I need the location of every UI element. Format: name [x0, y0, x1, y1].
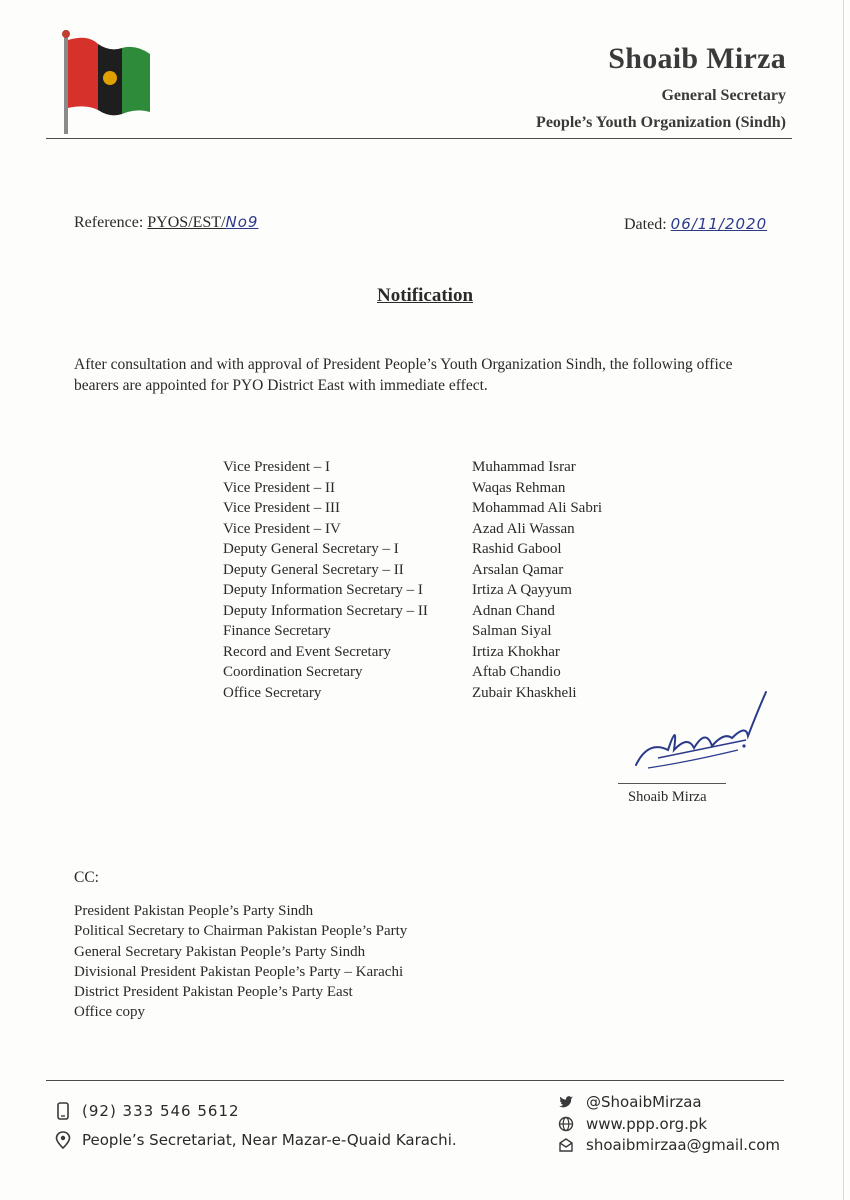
reference-number-handwritten: No9 — [225, 213, 259, 231]
flag-pole-top — [62, 30, 70, 38]
twitter-handle[interactable]: @ShoaibMirzaa — [586, 1093, 702, 1111]
footer-address — [54, 1131, 457, 1149]
cc-recipient: General Secretary Pakistan People’s Party Sindh — [74, 943, 366, 960]
globe-icon — [558, 1116, 574, 1132]
letterhead-position: General Secretary — [661, 87, 786, 104]
page-edge — [843, 0, 844, 1200]
reference-line — [74, 213, 258, 232]
address-text: People’s Secretariat, Near Mazar-e-Quaid Karachi. — [82, 1131, 457, 1149]
email-address[interactable]: shoaibmirzaa@gmail.com — [586, 1136, 781, 1154]
cc-recipient: Office copy — [74, 1004, 145, 1021]
appointee-name: Mohammad Ali Sabri — [472, 500, 602, 516]
appointee-name: Irtiza A Qayyum — [472, 582, 572, 598]
twitter-icon — [558, 1094, 574, 1110]
flag-pole — [64, 30, 68, 134]
dated-label: Dated: — [624, 216, 667, 233]
dated-line — [624, 215, 767, 234]
location-pin-icon — [54, 1131, 72, 1149]
role-item: Vice President – IV — [223, 520, 341, 537]
phone-icon — [54, 1102, 72, 1120]
appointee-name: Irtiza Khokhar — [472, 643, 560, 660]
reference-code: PYOS/EST/ — [147, 214, 226, 231]
appointment-roles — [223, 457, 428, 703]
flag-emblem — [103, 71, 117, 85]
cc-recipients — [74, 901, 407, 1023]
appointee-name: Waqas Rehman — [472, 479, 566, 496]
letterhead-organization: People’s Youth Organization (Sindh) — [536, 114, 786, 131]
role-item: Deputy Information Secretary – II — [223, 602, 428, 619]
footer-email — [558, 1136, 780, 1154]
appointee-name: Adnan Chand — [472, 602, 555, 619]
signature-line — [618, 783, 726, 784]
reference-label: Reference: — [74, 214, 144, 231]
party-flag-logo — [58, 30, 158, 134]
phone-number: (92) 333 546 5612 — [82, 1102, 240, 1120]
cc-recipient: District President Pakistan People’s Party East — [74, 984, 353, 1001]
cc-label: CC: — [74, 869, 99, 886]
handwritten-signature — [628, 680, 778, 780]
appointee-name: Aftab Chandio — [472, 664, 561, 680]
footer-divider — [46, 1080, 784, 1081]
footer-phone — [54, 1102, 240, 1120]
footer-website — [558, 1115, 707, 1133]
appointee-name: Salman Siyal — [472, 623, 552, 639]
role-item: Vice President – I — [223, 459, 330, 475]
role-item: Deputy General Secretary – I — [223, 541, 399, 557]
signatory-name: Shoaib Mirza — [628, 789, 707, 805]
role-item: Finance Secretary — [223, 623, 331, 639]
appointment-names — [472, 457, 602, 703]
notification-title: Notification — [376, 285, 474, 306]
footer-twitter — [558, 1093, 702, 1111]
cc-recipient: President Pakistan People’s Party Sindh — [74, 903, 314, 919]
letterhead-name: Shoaib Mirza — [608, 42, 786, 75]
role-item: Deputy General Secretary – II — [223, 561, 404, 578]
header-divider — [46, 138, 792, 139]
appointee-name: Azad Ali Wassan — [472, 520, 575, 537]
role-item: Record and Event Secretary — [223, 643, 391, 660]
website-link[interactable]: www.ppp.org.pk — [586, 1115, 708, 1133]
appointee-name: Arsalan Qamar — [472, 561, 564, 578]
flag-green-band — [122, 47, 150, 114]
email-icon — [558, 1137, 574, 1153]
appointee-name: Rashid Gabool — [472, 541, 562, 557]
role-item: Vice President – III — [223, 500, 340, 516]
cc-recipient: Divisional President Pakistan People’s Party – Karachi — [74, 963, 404, 980]
role-item: Vice President – II — [223, 479, 335, 496]
role-item: Office Secretary — [223, 684, 322, 701]
intro-paragraph: After consultation and with approval of President People’s Youth Organization Sindh, the following office bearers are appointed for PYO District East with immediate effect. — [74, 356, 733, 394]
appointee-name: Zubair Khaskheli — [472, 684, 577, 701]
cc-recipient: Political Secretary to Chairman Pakistan People’s Party — [74, 923, 408, 940]
role-item: Coordination Secretary — [223, 664, 363, 680]
date-handwritten: 06/11/2020 — [670, 215, 768, 233]
flag-red-band — [68, 38, 98, 110]
role-item: Deputy Information Secretary – I — [223, 582, 423, 598]
appointee-name: Muhammad Israr — [472, 459, 576, 475]
